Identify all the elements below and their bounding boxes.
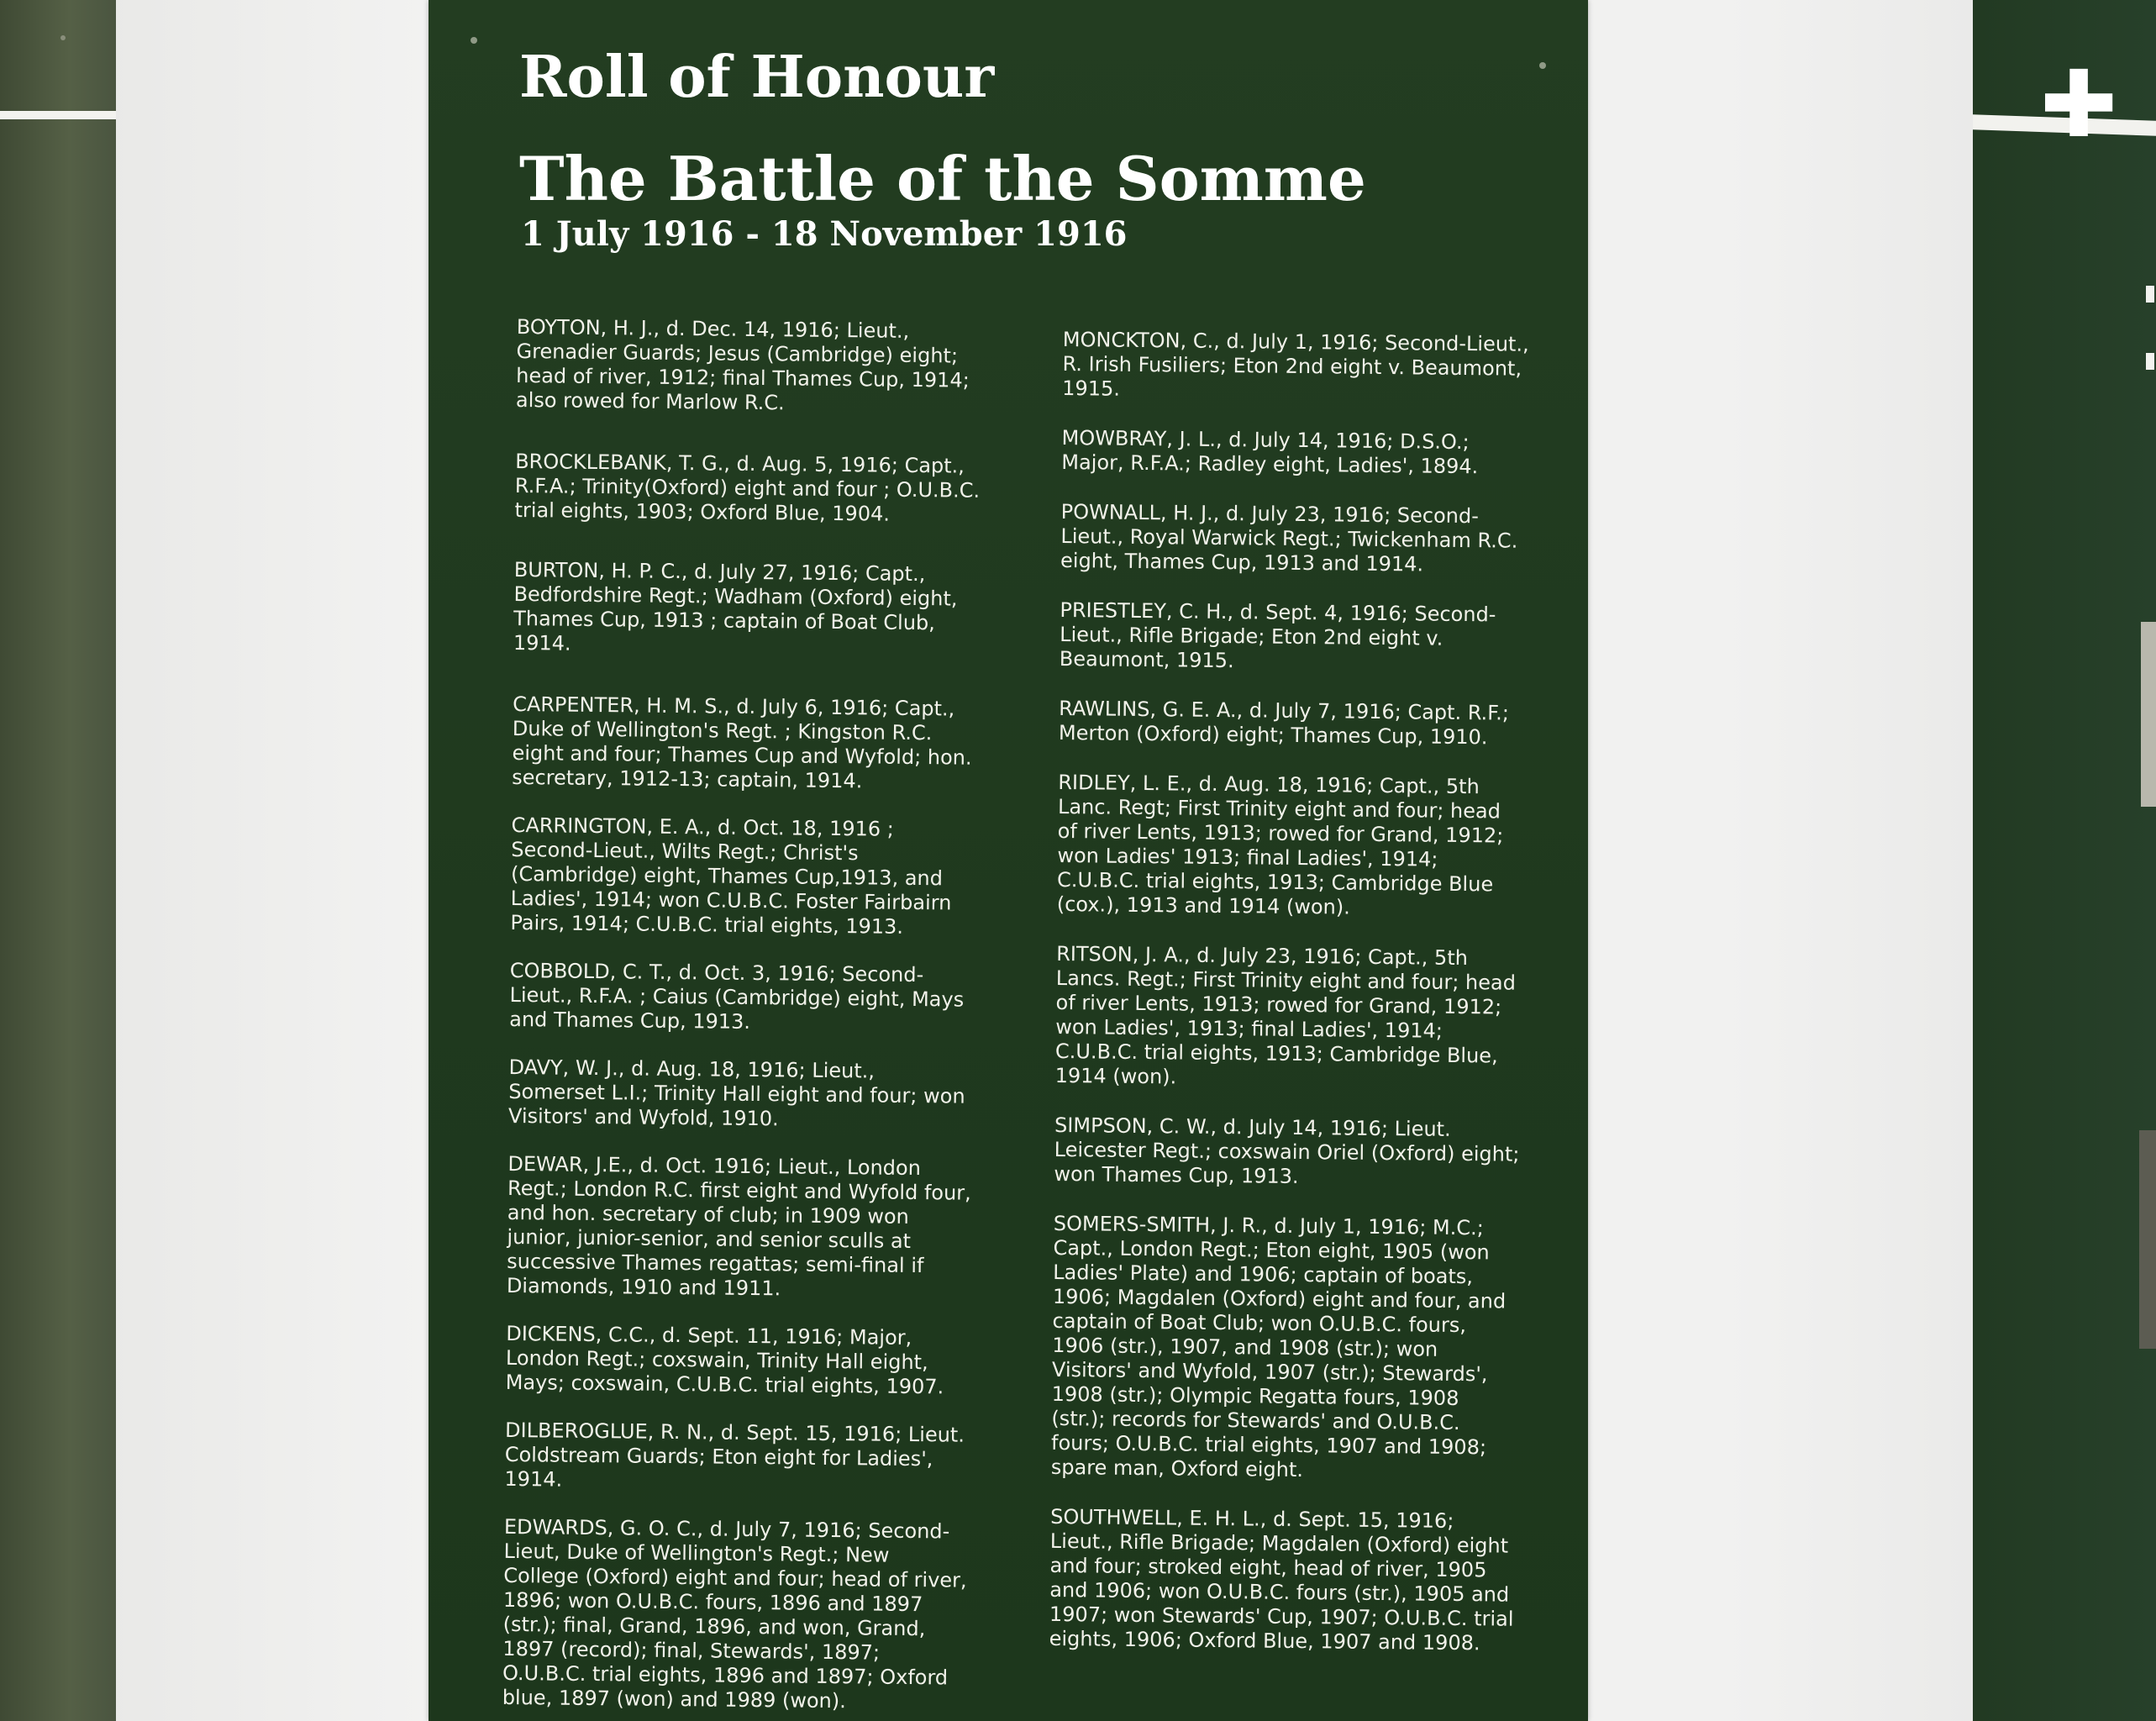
cross-logo-icon: ✚: [2040, 50, 2118, 158]
text-fragment-mark: [2146, 353, 2154, 370]
roll-entry: SIMPSON, C. W., d. July 14, 1916; Lieut. Leicester Regt.; coxswain Oriel (Oxford) eight; won Thames Cup, 1913.: [1054, 1113, 1520, 1188]
roll-entry: CARRINGTON, E. A., d. Oct. 18, 1916 ; Second-Lieut., Wilts Regt.; Christ's (Cambridge) eight, Thames Cup,1913, and Ladies', 1914; won C.U.B.C. Foster Fairbairn Pairs, 1914; C.U.B.C. trial eights, 1913.: [510, 813, 952, 939]
roll-entry: POWNALL, H. J., d. July 23, 1916; Second-Lieut., Royal Warwick Regt.; Twickenham R.C. eight, Thames Cup, 1913 and 1914.: [1060, 499, 1518, 576]
roll-entry: SOUTHWELL, E. H. L., d. Sept. 15, 1916; Lieut., Rifle Brigade; Magdalen (Oxford) eight and four; stroked eight, head of river, 1905 and 1906; won O.U.B.C. fours (str.), 1905 and 1907; won Stewards' Cup, 1907; O.U.B.C. trial eights, 1906; Oxford Blue, 1907 and 1908.: [1049, 1504, 1514, 1655]
screw-head: [60, 35, 66, 40]
text-fragment-mark: [2146, 286, 2154, 303]
panel-stripe: [0, 111, 116, 119]
roll-entry: RAWLINS, G. E. A., d. July 7, 1916; Capt. R.F.; Merton (Oxford) eight; Thames Cup, 1910.: [1058, 696, 1510, 750]
adjacent-panel-right: [1973, 0, 2156, 1721]
roll-entry: BOYTON, H. J., d. Dec. 14, 1916; Lieut., Grenadier Guards; Jesus (Cambridge) eight; head of river, 1912; final Thames Cup, 1914; also rowed for Marlow R.C.: [515, 315, 970, 415]
roll-entry: DEWAR, J.E., d. Oct. 1916; Lieut., London Regt.; London R.C. first eight and Wyfold four, and hon. secretary of club; in 1909 won junior, junior-senior, and senior sculls at successive Thames regattas; semi-final if Diamonds, 1910 and 1911.: [506, 1151, 971, 1301]
framed-photo: [2139, 1130, 2156, 1349]
roll-entry: CARPENTER, H. M. S., d. July 6, 1916; Capt., Duke of Wellington's Regt. ; Kingston R.C. eight and four; Thames Cup and Wyfold; hon. secretary, 1912-13; captain, 1914.: [512, 692, 972, 793]
roll-entry: DICKENS, C.C., d. Sept. 11, 1916; Major, London Regt.; coxswain, Trinity Hall eight, Mays; coxswain, C.U.B.C. trial eights, 1907.: [505, 1321, 944, 1399]
panel-subtitle: The Battle of the Somme: [519, 143, 1366, 214]
framed-photo: [2141, 622, 2156, 807]
panel-dates: 1 July 1916 - 18 November 1916: [521, 214, 1128, 254]
roll-entry: DAVY, W. J., d. Aug. 18, 1916; Lieut., Somerset L.I.; Trinity Hall eight and four; won Visitors' and Wyfold, 1910.: [507, 1055, 965, 1131]
roll-of-honour-panel: [429, 0, 1588, 1721]
roll-entry: MONCKTON, C., d. July 1, 1916; Second-Lieut., R. Irish Fusiliers; Eton 2nd eight v. Beaumont, 1915.: [1062, 328, 1529, 401]
roll-entry: EDWARDS, G. O. C., d. July 7, 1916; Second-Lieut, Duke of Wellington's Regt.; New College (Oxford) eight and four; head of river, 1896; won O.U.B.C. fours, 1896 and 1897 (str.); final, Grand, 1896, and won, Grand, 1897 (record); final, Stewards', 1897; O.U.B.C. trial eights, 1896 and 1897; Oxford blue, 1897 (won) and 1989 (won).: [502, 1514, 967, 1713]
roll-entry: RITSON, J. A., d. July 23, 1916; Capt., 5th Lancs. Regt.; First Trinity eight and four; head of river Lents, 1913; rowed for Grand, 1912; won Ladies', 1913; final Ladies', 1914; C.U.B.C. trial eights, 1913; Cambridge Blue, 1914 (won).: [1054, 941, 1517, 1089]
roll-entry: RIDLEY, L. E., d. Aug. 18, 1916; Capt., 5th Lanc. Regt; First Trinity eight and four; head of river Lents, 1913; rowed for Grand, 1912; won Ladies' 1913; final Ladies', 1914; C.U.B.C. trial eights, 1913; Cambridge Blue (cox.), 1913 and 1914 (won).: [1056, 770, 1504, 919]
entries-left-column: [502, 315, 983, 1715]
roll-entry: BURTON, H. P. C., d. July 27, 1916; Capt., Bedfordshire Regt.; Wadham (Oxford) eight, Thames Cup, 1913 ; captain of Boat Club, 1914.: [513, 557, 958, 655]
roll-entry: MOWBRAY, J. L., d. July 14, 1916; D.S.O.; Major, R.F.A.; Radley eight, Ladies', 1894.: [1061, 425, 1479, 479]
roll-entry: COBBOLD, C. T., d. Oct. 3, 1916; Second-Lieut., R.F.A. ; Caius (Cambridge) eight, Mays and Thames Cup, 1913.: [509, 958, 965, 1034]
panel-title: Roll of Honour: [519, 44, 995, 111]
roll-entry: DILBEROGLUE, R. N., d. Sept. 15, 1916; Lieut. Coldstream Guards; Eton eight for Ladies', 1914.: [504, 1418, 965, 1492]
roll-entry: BROCKLEBANK, T. G., d. Aug. 5, 1916; Capt., R.F.A.; Trinity(Oxford) eight and four ; O.U.B.C. trial eights, 1903; Oxford Blue, 1904.: [514, 449, 981, 526]
entries-right-column: [1049, 328, 1529, 1656]
roll-entry: SOMERS-SMITH, J. R., d. July 1, 1916; M.C.; Capt., London Regt.; Eton eight, 1905 (won Ladies' Plate) and 1906; captain of boats, 1906; Magdalen (Oxford) eight and four, and captain of Boat Club; won O.U.B.C. fours, 1906 (str.), 1907, and 1908 (str.); won Visitors' and Wyfold, 1907 (str.); Stewards', 1908 (str.); Olympic Regatta fours, 1908 (str.); records for Stewards' and O.U.B.C. fours; O.U.B.C. trial eights, 1907 and 1908; spare man, Oxford eight.: [1050, 1211, 1507, 1482]
adjacent-panel-left: [0, 0, 116, 1721]
roll-entry: PRIESTLEY, C. H., d. Sept. 4, 1916; Second-Lieut., Rifle Brigade; Eton 2nd eight v. Beaumont, 1915.: [1059, 597, 1496, 673]
screw-head: [471, 37, 477, 44]
screw-head: [1539, 62, 1546, 69]
